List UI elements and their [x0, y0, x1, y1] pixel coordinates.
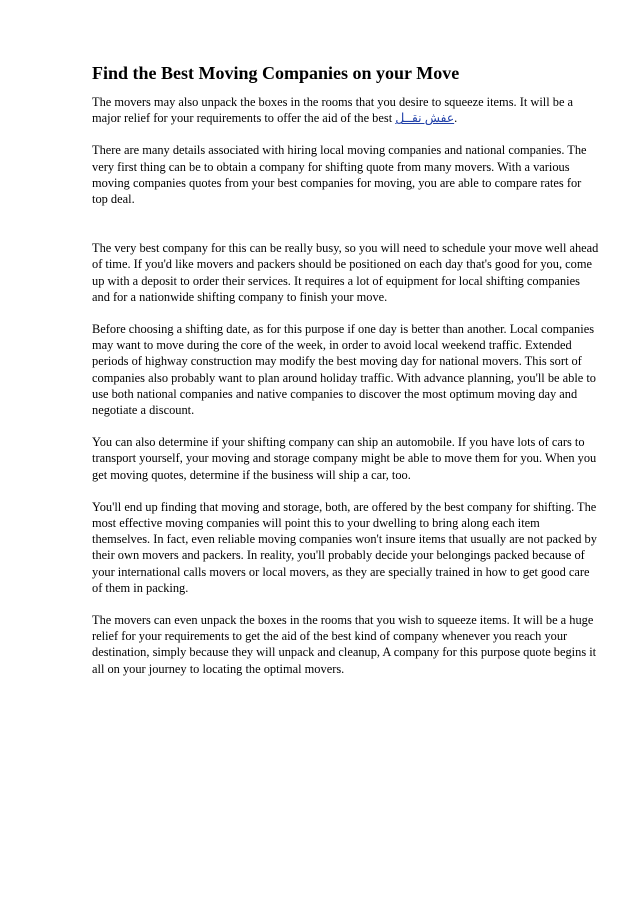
paragraph-4: Before choosing a shifting date, as for this purpose if one day is better than another. Local companies may want to move during the core of the week, in order to avoid local weekend traffic. Extended periods of highway construction may modify the best moving day for national movers. This sort of companies also probably want to plan around holiday traffic. With advance planning, you'll be able to use both national companies and native companies to discover the most optimum moving day and negotiate a discount. [92, 322, 596, 418]
paragraph-5: You can also determine if your shifting company can ship an automobile. If you have lots of cars to transport yourself, your moving and storage company might be able to move them for you. When you get moving quotes, determine if the business will ship a car, too. [92, 435, 597, 482]
paragraph-1 [92, 94, 600, 126]
paragraph-3: The very best company for this can be really busy, so you will need to schedule your move well ahead of time. If you'd like movers and packers should be positioned on each day that's good for you, come up with a deposit to order their services. It requires a lot of equipment for local shifting companies and for a nationwide shifting company to finish your move. [92, 241, 599, 304]
paragraph-2: There are many details associated with hiring local moving companies and national companies. The very first thing can be to obtain a company for shifting quote from many movers. With a various moving companies quotes from your best companies for moving, you are able to compare rates for top deal. [92, 143, 587, 207]
paragraph-1-end: . [454, 111, 458, 126]
document-page [92, 62, 600, 693]
paragraph-6: You'll end up finding that moving and storage, both, are offered by the best company for shifting. The most effective moving companies will point this to your dwelling to bring along each item themselves. In fact, even reliable moving companies won't insure items that usually are not packed by their own movers and packers. In reality, you'll probably decide your belongings packed because of your international calls movers or local movers, as they are specially trained in how to get good care of them in packing. [92, 499, 597, 595]
paragraph-7: The movers can even unpack the boxes in the rooms that you wish to squeeze items. It will be a huge relief for your requirements to get the aid of the best kind of company whenever you reach your destination, simply because they will unpack and cleanup, A company for this purpose quote begins it all on your journey to locating the optimal movers. [92, 613, 597, 676]
arabic-moving-link[interactable]: عفش نقــل [395, 111, 455, 126]
paragraph-1-text: The movers may also unpack the boxes in the rooms that you desire to squeeze items. It will be a major relief for your requirements to offer the aid of the best [92, 95, 574, 126]
document-title: Find the Best Moving Companies on your Move [92, 63, 460, 83]
